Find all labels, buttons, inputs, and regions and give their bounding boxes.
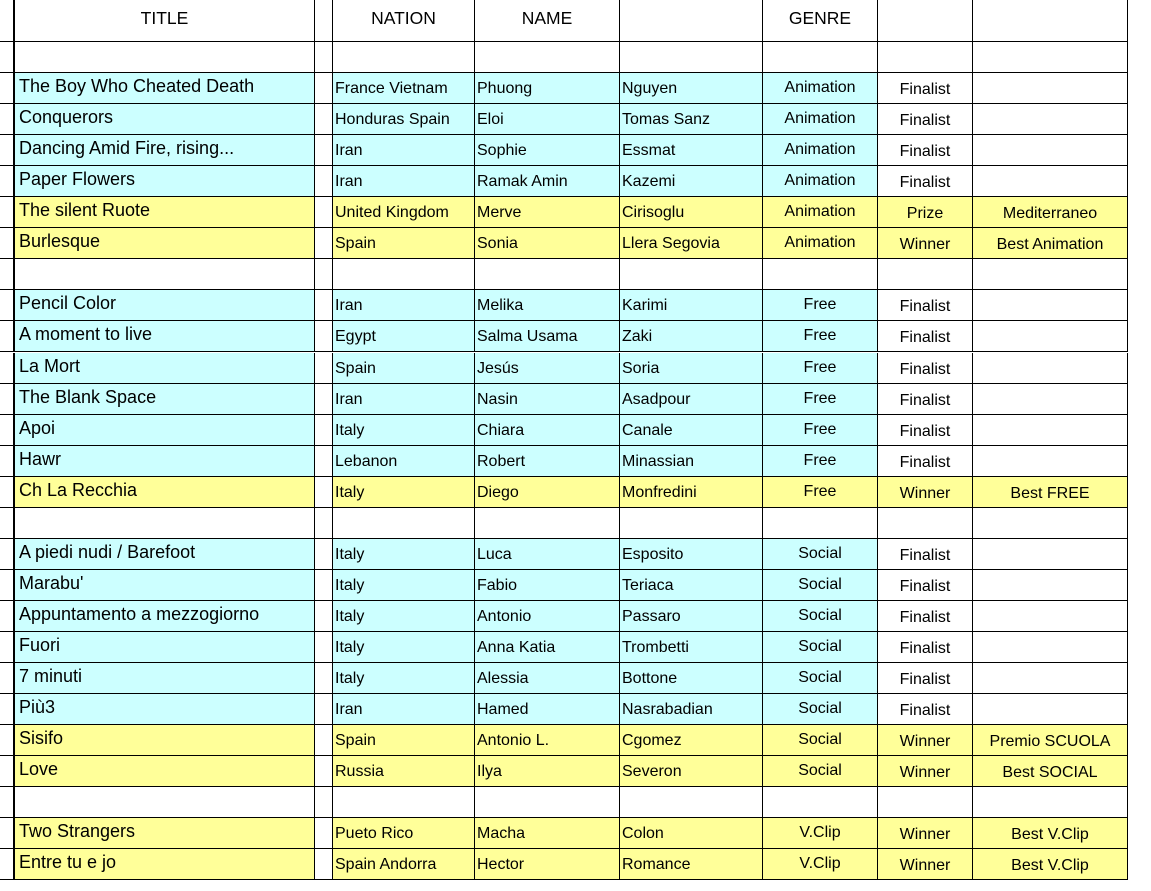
cell-nation[interactable]: Iran — [333, 694, 475, 725]
cell-last-name[interactable]: Cgomez — [620, 725, 763, 756]
cell-last-name[interactable]: Llera Segovia — [620, 228, 763, 259]
cell-last-name[interactable]: Nguyen — [620, 73, 763, 104]
cell-last-name[interactable]: Karimi — [620, 290, 763, 321]
cell-result[interactable]: Finalist — [878, 694, 973, 725]
cell-first-name[interactable]: Alessia — [475, 663, 620, 694]
cell-award[interactable] — [973, 73, 1128, 104]
cell-result[interactable]: Winner — [878, 818, 973, 849]
table-row — [0, 415, 1151, 446]
table-row — [0, 290, 1151, 321]
cell-nation[interactable]: Spain Andorra — [333, 849, 475, 880]
cell-nation[interactable]: United Kingdom — [333, 197, 475, 228]
table-row — [0, 694, 1151, 725]
table-row — [0, 228, 1151, 259]
cell-result[interactable]: Finalist — [878, 415, 973, 446]
cell-blank — [315, 663, 333, 694]
cell-blank — [315, 166, 333, 197]
cell-award[interactable] — [973, 663, 1128, 694]
cell-nation[interactable]: Russia — [333, 756, 475, 787]
cell-award[interactable] — [973, 446, 1128, 477]
row-gutter — [0, 415, 15, 446]
cell-title[interactable] — [15, 259, 315, 290]
cell-title[interactable]: Dancing Amid Fire, rising... — [15, 135, 315, 166]
cell-award[interactable] — [973, 166, 1128, 197]
cell-last-name[interactable]: Zaki — [620, 321, 763, 352]
row-gutter — [0, 446, 15, 477]
cell-genre[interactable]: Animation — [763, 135, 878, 166]
cell-award[interactable] — [973, 135, 1128, 166]
cell-nation[interactable]: Spain — [333, 353, 475, 384]
cell-result[interactable]: Finalist — [878, 570, 973, 601]
cell-genre[interactable]: Social — [763, 601, 878, 632]
cell-genre[interactable]: Social — [763, 694, 878, 725]
cell-genre[interactable] — [763, 42, 878, 73]
row-gutter — [0, 632, 15, 663]
cell-title[interactable] — [15, 508, 315, 539]
cell-first-name[interactable]: Ilya — [475, 756, 620, 787]
cell-genre[interactable]: Free — [763, 290, 878, 321]
row-gutter — [0, 290, 15, 321]
cell-first-name[interactable]: Jesús — [475, 353, 620, 384]
cell-result[interactable]: Finalist — [878, 539, 973, 570]
cell-title[interactable]: Burlesque — [15, 228, 315, 259]
cell-nation[interactable]: Lebanon — [333, 446, 475, 477]
cell-result[interactable]: Winner — [878, 849, 973, 880]
cell-blank — [315, 197, 333, 228]
cell-nation[interactable] — [333, 259, 475, 290]
cell-title[interactable]: Pencil Color — [15, 290, 315, 321]
cell-result[interactable]: Finalist — [878, 353, 973, 384]
row-gutter — [0, 694, 15, 725]
spacer-row — [0, 787, 1151, 818]
cell-title[interactable]: The Blank Space — [15, 384, 315, 415]
cell-award[interactable]: Mediterraneo — [973, 197, 1128, 228]
cell-first-name[interactable]: Phuong — [475, 73, 620, 104]
row-gutter — [0, 321, 15, 352]
table-row — [0, 663, 1151, 694]
cell-blank — [315, 787, 333, 818]
cell-nation[interactable] — [333, 42, 475, 73]
cell-first-name[interactable]: Luca — [475, 539, 620, 570]
spacer-row — [0, 42, 1151, 73]
cell-nation[interactable]: Italy — [333, 570, 475, 601]
cell-last-name[interactable]: Kazemi — [620, 166, 763, 197]
cell-genre[interactable] — [763, 259, 878, 290]
cell-first-name[interactable]: Eloi — [475, 104, 620, 135]
row-gutter — [0, 477, 15, 508]
row-gutter — [0, 601, 15, 632]
cell-nation[interactable]: Spain — [333, 228, 475, 259]
cell-genre[interactable]: Free — [763, 321, 878, 352]
cell-title[interactable]: Entre tu e jo — [15, 849, 315, 880]
cell-nation[interactable] — [333, 787, 475, 818]
row-gutter — [0, 663, 15, 694]
cell-award[interactable] — [973, 508, 1128, 539]
header-award[interactable] — [973, 0, 1128, 42]
cell-blank — [315, 632, 333, 663]
cell-title[interactable]: Sisifo — [15, 725, 315, 756]
cell-award[interactable]: Best V.Clip — [973, 849, 1128, 880]
cell-first-name[interactable]: Sonia — [475, 228, 620, 259]
table-row — [0, 849, 1151, 880]
cell-first-name[interactable]: Antonio — [475, 601, 620, 632]
cell-title[interactable]: Più3 — [15, 694, 315, 725]
row-gutter — [0, 849, 15, 880]
cell-title[interactable]: Appuntamento a mezzogiorno — [15, 601, 315, 632]
cell-first-name[interactable]: Macha — [475, 818, 620, 849]
cell-nation[interactable]: Iran — [333, 166, 475, 197]
table-row — [0, 446, 1151, 477]
cell-genre[interactable]: Social — [763, 570, 878, 601]
table-row — [0, 632, 1151, 663]
cell-blank — [315, 601, 333, 632]
cell-nation[interactable]: Italy — [333, 632, 475, 663]
row-gutter — [0, 73, 15, 104]
cell-title[interactable]: Paper Flowers — [15, 166, 315, 197]
cell-genre[interactable]: Free — [763, 477, 878, 508]
cell-genre[interactable]: Social — [763, 632, 878, 663]
cell-result[interactable]: Finalist — [878, 104, 973, 135]
cell-genre[interactable]: Social — [763, 756, 878, 787]
spacer-row — [0, 259, 1151, 290]
cell-result[interactable]: Finalist — [878, 601, 973, 632]
cell-nation[interactable]: France Vietnam — [333, 73, 475, 104]
cell-blank — [315, 508, 333, 539]
table-row — [0, 477, 1151, 508]
row-gutter — [0, 166, 15, 197]
row-gutter — [0, 787, 15, 818]
table-row — [0, 384, 1151, 415]
cell-result[interactable]: Winner — [878, 725, 973, 756]
cell-result[interactable]: Winner — [878, 477, 973, 508]
header-title[interactable]: TITLE — [15, 0, 315, 42]
cell-result[interactable]: Finalist — [878, 166, 973, 197]
cell-nation[interactable]: Iran — [333, 135, 475, 166]
cell-last-name[interactable] — [620, 508, 763, 539]
row-gutter — [0, 259, 15, 290]
cell-first-name[interactable] — [475, 787, 620, 818]
cell-first-name[interactable]: Melika — [475, 290, 620, 321]
row-gutter — [0, 818, 15, 849]
cell-nation[interactable]: Italy — [333, 601, 475, 632]
cell-blank — [315, 725, 333, 756]
cell-nation[interactable]: Spain — [333, 725, 475, 756]
cell-result[interactable]: Winner — [878, 756, 973, 787]
cell-last-name[interactable] — [620, 42, 763, 73]
header-blank — [315, 0, 333, 42]
cell-result[interactable] — [878, 787, 973, 818]
cell-last-name[interactable]: Colon — [620, 818, 763, 849]
cell-first-name[interactable]: Chiara — [475, 415, 620, 446]
table-row — [0, 570, 1151, 601]
cell-blank — [315, 42, 333, 73]
table-row — [0, 725, 1151, 756]
row-gutter — [0, 570, 15, 601]
cell-title[interactable]: A piedi nudi / Barefoot — [15, 539, 315, 570]
cell-first-name[interactable]: Hamed — [475, 694, 620, 725]
row-gutter — [0, 228, 15, 259]
cell-last-name[interactable] — [620, 787, 763, 818]
cell-blank — [315, 818, 333, 849]
cell-result[interactable]: Finalist — [878, 446, 973, 477]
cell-last-name[interactable]: Asadpour — [620, 384, 763, 415]
cell-nation[interactable]: Egypt — [333, 321, 475, 352]
cell-last-name[interactable]: Severon — [620, 756, 763, 787]
cell-award[interactable] — [973, 384, 1128, 415]
cell-blank — [315, 570, 333, 601]
table-row — [0, 321, 1151, 352]
cell-title[interactable]: A moment to live — [15, 321, 315, 352]
cell-last-name[interactable]: Bottone — [620, 663, 763, 694]
cell-last-name[interactable]: Trombetti — [620, 632, 763, 663]
cell-result[interactable] — [878, 508, 973, 539]
cell-first-name[interactable]: Antonio L. — [475, 725, 620, 756]
cell-award[interactable] — [973, 694, 1128, 725]
cell-award[interactable] — [973, 632, 1128, 663]
cell-last-name[interactable]: Nasrabadian — [620, 694, 763, 725]
cell-award[interactable] — [973, 415, 1128, 446]
header-genre[interactable]: GENRE — [763, 0, 878, 42]
cell-nation[interactable]: Italy — [333, 539, 475, 570]
cell-genre[interactable]: Animation — [763, 73, 878, 104]
table-row — [0, 818, 1151, 849]
row-gutter — [0, 384, 15, 415]
cell-award[interactable]: Best V.Clip — [973, 818, 1128, 849]
cell-nation[interactable]: Iran — [333, 290, 475, 321]
cell-last-name[interactable]: Essmat — [620, 135, 763, 166]
cell-first-name[interactable]: Merve — [475, 197, 620, 228]
cell-title[interactable]: Love — [15, 756, 315, 787]
cell-first-name[interactable] — [475, 508, 620, 539]
cell-blank — [315, 228, 333, 259]
cell-nation[interactable]: Italy — [333, 663, 475, 694]
row-gutter — [0, 197, 15, 228]
cell-last-name[interactable]: Minassian — [620, 446, 763, 477]
cell-last-name[interactable]: Romance — [620, 849, 763, 880]
header-nation[interactable]: NATION — [333, 0, 475, 42]
cell-nation[interactable]: Honduras Spain — [333, 104, 475, 135]
cell-nation[interactable]: Italy — [333, 415, 475, 446]
cell-title[interactable]: La Mort — [15, 353, 315, 384]
cell-genre[interactable] — [763, 508, 878, 539]
cell-genre[interactable]: Free — [763, 353, 878, 384]
cell-title[interactable] — [15, 42, 315, 73]
row-gutter — [0, 135, 15, 166]
cell-genre[interactable]: Free — [763, 415, 878, 446]
cell-blank — [315, 290, 333, 321]
cell-genre[interactable] — [763, 787, 878, 818]
cell-award[interactable] — [973, 259, 1128, 290]
cell-result[interactable] — [878, 42, 973, 73]
cell-genre[interactable]: Animation — [763, 197, 878, 228]
cell-nation[interactable] — [333, 508, 475, 539]
cell-result[interactable]: Prize — [878, 197, 973, 228]
cell-award[interactable] — [973, 321, 1128, 352]
row-gutter — [0, 539, 15, 570]
cell-title[interactable]: 7 minuti — [15, 663, 315, 694]
cell-award[interactable]: Best Animation — [973, 228, 1128, 259]
cell-last-name[interactable]: Monfredini — [620, 477, 763, 508]
cell-award[interactable] — [973, 290, 1128, 321]
cell-last-name[interactable] — [620, 259, 763, 290]
table-row — [0, 539, 1151, 570]
row-gutter — [0, 0, 15, 42]
cell-result[interactable] — [878, 259, 973, 290]
cell-award[interactable] — [973, 42, 1128, 73]
cell-result[interactable]: Finalist — [878, 290, 973, 321]
cell-blank — [315, 353, 333, 384]
row-gutter — [0, 104, 15, 135]
cell-title[interactable]: Conquerors — [15, 104, 315, 135]
cell-genre[interactable]: Social — [763, 725, 878, 756]
cell-genre[interactable]: V.Clip — [763, 849, 878, 880]
cell-first-name[interactable]: Sophie — [475, 135, 620, 166]
cell-first-name[interactable] — [475, 259, 620, 290]
cell-title[interactable]: Marabu' — [15, 570, 315, 601]
table-row — [0, 353, 1151, 384]
row-gutter — [0, 756, 15, 787]
cell-title[interactable]: Apoi — [15, 415, 315, 446]
cell-genre[interactable]: Free — [763, 384, 878, 415]
cell-first-name[interactable]: Diego — [475, 477, 620, 508]
cell-title[interactable]: Hawr — [15, 446, 315, 477]
cell-genre[interactable]: Animation — [763, 228, 878, 259]
cell-first-name[interactable]: Anna Katia — [475, 632, 620, 663]
cell-result[interactable]: Finalist — [878, 135, 973, 166]
cell-blank — [315, 321, 333, 352]
cell-last-name[interactable]: Teriaca — [620, 570, 763, 601]
cell-blank — [315, 477, 333, 508]
cell-genre[interactable]: Social — [763, 663, 878, 694]
cell-blank — [315, 415, 333, 446]
cell-blank — [315, 849, 333, 880]
cell-genre[interactable]: Animation — [763, 104, 878, 135]
cell-result[interactable]: Finalist — [878, 384, 973, 415]
cell-last-name[interactable]: Cirisoglu — [620, 197, 763, 228]
cell-last-name[interactable]: Soria — [620, 353, 763, 384]
cell-first-name[interactable] — [475, 42, 620, 73]
row-gutter — [0, 353, 15, 384]
cell-title[interactable] — [15, 787, 315, 818]
cell-first-name[interactable]: Nasin — [475, 384, 620, 415]
cell-genre[interactable]: Free — [763, 446, 878, 477]
cell-first-name[interactable]: Salma Usama — [475, 321, 620, 352]
cell-award[interactable] — [973, 601, 1128, 632]
cell-nation[interactable]: Italy — [333, 477, 475, 508]
cell-award[interactable] — [973, 787, 1128, 818]
row-gutter — [0, 508, 15, 539]
cell-nation[interactable]: Iran — [333, 384, 475, 415]
cell-award[interactable] — [973, 353, 1128, 384]
cell-last-name[interactable]: Tomas Sanz — [620, 104, 763, 135]
spacer-row — [0, 508, 1151, 539]
cell-award[interactable]: Best FREE — [973, 477, 1128, 508]
cell-genre[interactable]: Animation — [763, 166, 878, 197]
cell-result[interactable]: Finalist — [878, 73, 973, 104]
cell-title[interactable]: The silent Ruote — [15, 197, 315, 228]
cell-blank — [315, 384, 333, 415]
table-row — [0, 166, 1151, 197]
cell-genre[interactable]: V.Clip — [763, 818, 878, 849]
table-row — [0, 756, 1151, 787]
cell-blank — [315, 539, 333, 570]
cell-blank — [315, 259, 333, 290]
cell-award[interactable]: Best SOCIAL — [973, 756, 1128, 787]
cell-result[interactable]: Finalist — [878, 321, 973, 352]
cell-first-name[interactable]: Robert — [475, 446, 620, 477]
row-gutter — [0, 725, 15, 756]
cell-title[interactable]: Fuori — [15, 632, 315, 663]
cell-result[interactable]: Winner — [878, 228, 973, 259]
cell-award[interactable] — [973, 570, 1128, 601]
cell-genre[interactable]: Social — [763, 539, 878, 570]
cell-result[interactable]: Finalist — [878, 663, 973, 694]
row-gutter — [0, 42, 15, 73]
cell-result[interactable]: Finalist — [878, 632, 973, 663]
cell-last-name[interactable]: Canale — [620, 415, 763, 446]
cell-last-name[interactable]: Passaro — [620, 601, 763, 632]
header-first-name[interactable]: NAME — [475, 0, 620, 42]
cell-award[interactable] — [973, 539, 1128, 570]
cell-blank — [315, 104, 333, 135]
header-last-name[interactable] — [620, 0, 763, 42]
cell-award[interactable] — [973, 104, 1128, 135]
cell-award[interactable]: Premio SCUOLA — [973, 725, 1128, 756]
cell-blank — [315, 73, 333, 104]
header-row — [0, 0, 1151, 42]
table-row — [0, 73, 1151, 104]
cell-blank — [315, 446, 333, 477]
cell-first-name[interactable]: Fabio — [475, 570, 620, 601]
cell-blank — [315, 694, 333, 725]
cell-first-name[interactable]: Ramak Amin — [475, 166, 620, 197]
cell-nation[interactable]: Pueto Rico — [333, 818, 475, 849]
cell-title[interactable]: Ch La Recchia — [15, 477, 315, 508]
header-result[interactable] — [878, 0, 973, 42]
table-row — [0, 135, 1151, 166]
cell-title[interactable]: Two Strangers — [15, 818, 315, 849]
table-row — [0, 601, 1151, 632]
table-row — [0, 197, 1151, 228]
table-row — [0, 104, 1151, 135]
cell-title[interactable]: The Boy Who Cheated Death — [15, 73, 315, 104]
cell-blank — [315, 135, 333, 166]
cell-first-name[interactable]: Hector — [475, 849, 620, 880]
cell-blank — [315, 756, 333, 787]
cell-last-name[interactable]: Esposito — [620, 539, 763, 570]
